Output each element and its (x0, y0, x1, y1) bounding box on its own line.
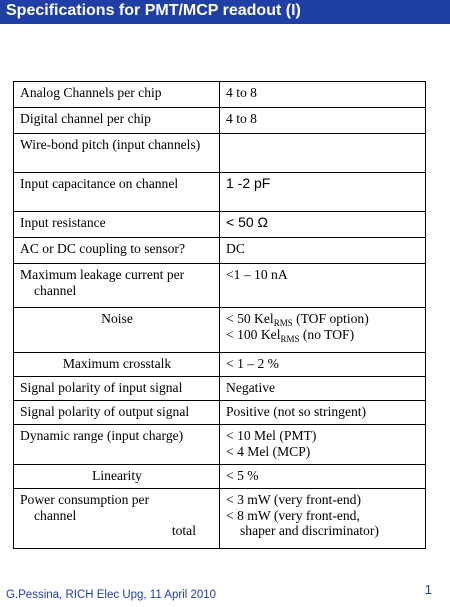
table-row (14, 308, 426, 353)
param-cell (14, 212, 220, 238)
value-label: Negative (226, 380, 276, 395)
value-label: < 50 Ω (226, 214, 268, 230)
value-label: 4 to 8 (226, 111, 257, 126)
param-cell (14, 308, 220, 353)
param-label: Power consumption per (20, 492, 150, 507)
param-label: Dynamic range (input charge) (20, 428, 184, 443)
table-row (14, 134, 426, 173)
value-cell (220, 173, 426, 212)
param-label: Input resistance (20, 215, 106, 230)
value-cell (220, 353, 426, 377)
value-label: 1 -2 pF (226, 175, 271, 191)
slide-title: Specifications for PMT/MCP readout (I) (6, 2, 301, 19)
value-label: < 1 – 2 % (226, 356, 279, 371)
table-row (14, 489, 426, 549)
power-total-cont: shaper and discriminator) (240, 523, 379, 538)
value-label: < 5 % (226, 468, 259, 483)
footer-text: G.Pessina, RICH Elec Upg, 11 April 2010 (6, 589, 217, 601)
param-label: Digital channel per chip (20, 111, 151, 126)
noise-line-no-tof (226, 327, 420, 343)
value-cell (220, 238, 426, 264)
table-row (14, 353, 426, 377)
param-label-total: total (171, 523, 196, 538)
param-label: Noise (101, 311, 133, 326)
value-label: Positive (not so stringent) (226, 404, 367, 419)
rms-subscript: RMS (280, 333, 300, 344)
param-cell (14, 489, 220, 549)
value-cell (220, 82, 426, 108)
value-cell (220, 377, 426, 401)
noise-value: < 100 Kel (226, 326, 281, 342)
param-label: Input capacitance on channel (20, 176, 179, 191)
value-cell (220, 108, 426, 134)
power-very-front-end: < 3 mW (very front-end) (226, 492, 362, 507)
value-cell (220, 425, 426, 465)
param-cell (14, 401, 220, 425)
noise-option: (no TOF) (299, 326, 355, 342)
dynamic-range-pmt: < 10 Mel (PMT) (226, 428, 317, 443)
dynamic-range-mcp: < 4 Mel (MCP) (226, 443, 311, 459)
param-cell (14, 465, 220, 489)
param-cell (14, 377, 220, 401)
param-label: Analog Channels per chip (20, 85, 162, 100)
param-cell (14, 425, 220, 465)
noise-option: (TOF option) (292, 311, 369, 326)
table-row (14, 212, 426, 238)
value-cell (220, 489, 426, 549)
value-cell (220, 401, 426, 425)
param-label-cont: channel (34, 507, 77, 523)
table-row (14, 401, 426, 425)
rms-subscript: RMS (273, 318, 293, 328)
value-cell (220, 134, 426, 173)
table-row (14, 377, 426, 401)
param-label: Maximum crosstalk (62, 356, 172, 371)
table-row (14, 173, 426, 212)
noise-value: < 50 Kel (226, 311, 274, 326)
param-label: Signal polarity of output signal (20, 404, 190, 419)
noise-line-tof (226, 311, 420, 327)
param-cell (14, 82, 220, 108)
param-label: Signal polarity of input signal (20, 380, 183, 395)
param-label: Linearity (92, 468, 142, 483)
value-cell (220, 308, 426, 353)
value-cell (220, 264, 426, 308)
table-row (14, 108, 426, 134)
value-label: DC (226, 241, 245, 256)
title-bar (0, 0, 450, 24)
power-total: < 8 mW (very front-end, (226, 507, 360, 523)
param-cell (14, 134, 220, 173)
value-cell (220, 212, 426, 238)
param-cell (14, 108, 220, 134)
specifications-table (13, 81, 426, 549)
table-row (14, 264, 426, 308)
value-label: <1 – 10 nA (226, 267, 288, 282)
param-label: Wire-bond pitch (input channels) (20, 137, 201, 152)
table-row (14, 465, 426, 489)
value-cell (220, 465, 426, 489)
param-label: Maximum leakage current per channel (20, 267, 185, 298)
table-row (14, 238, 426, 264)
page-number: 1 (424, 582, 432, 597)
param-cell (14, 264, 220, 308)
param-cell (14, 353, 220, 377)
param-cell (14, 238, 220, 264)
value-label: 4 to 8 (226, 85, 257, 100)
table-row (14, 425, 426, 465)
param-label: AC or DC coupling to sensor? (20, 241, 185, 256)
table-row (14, 82, 426, 108)
param-cell (14, 173, 220, 212)
